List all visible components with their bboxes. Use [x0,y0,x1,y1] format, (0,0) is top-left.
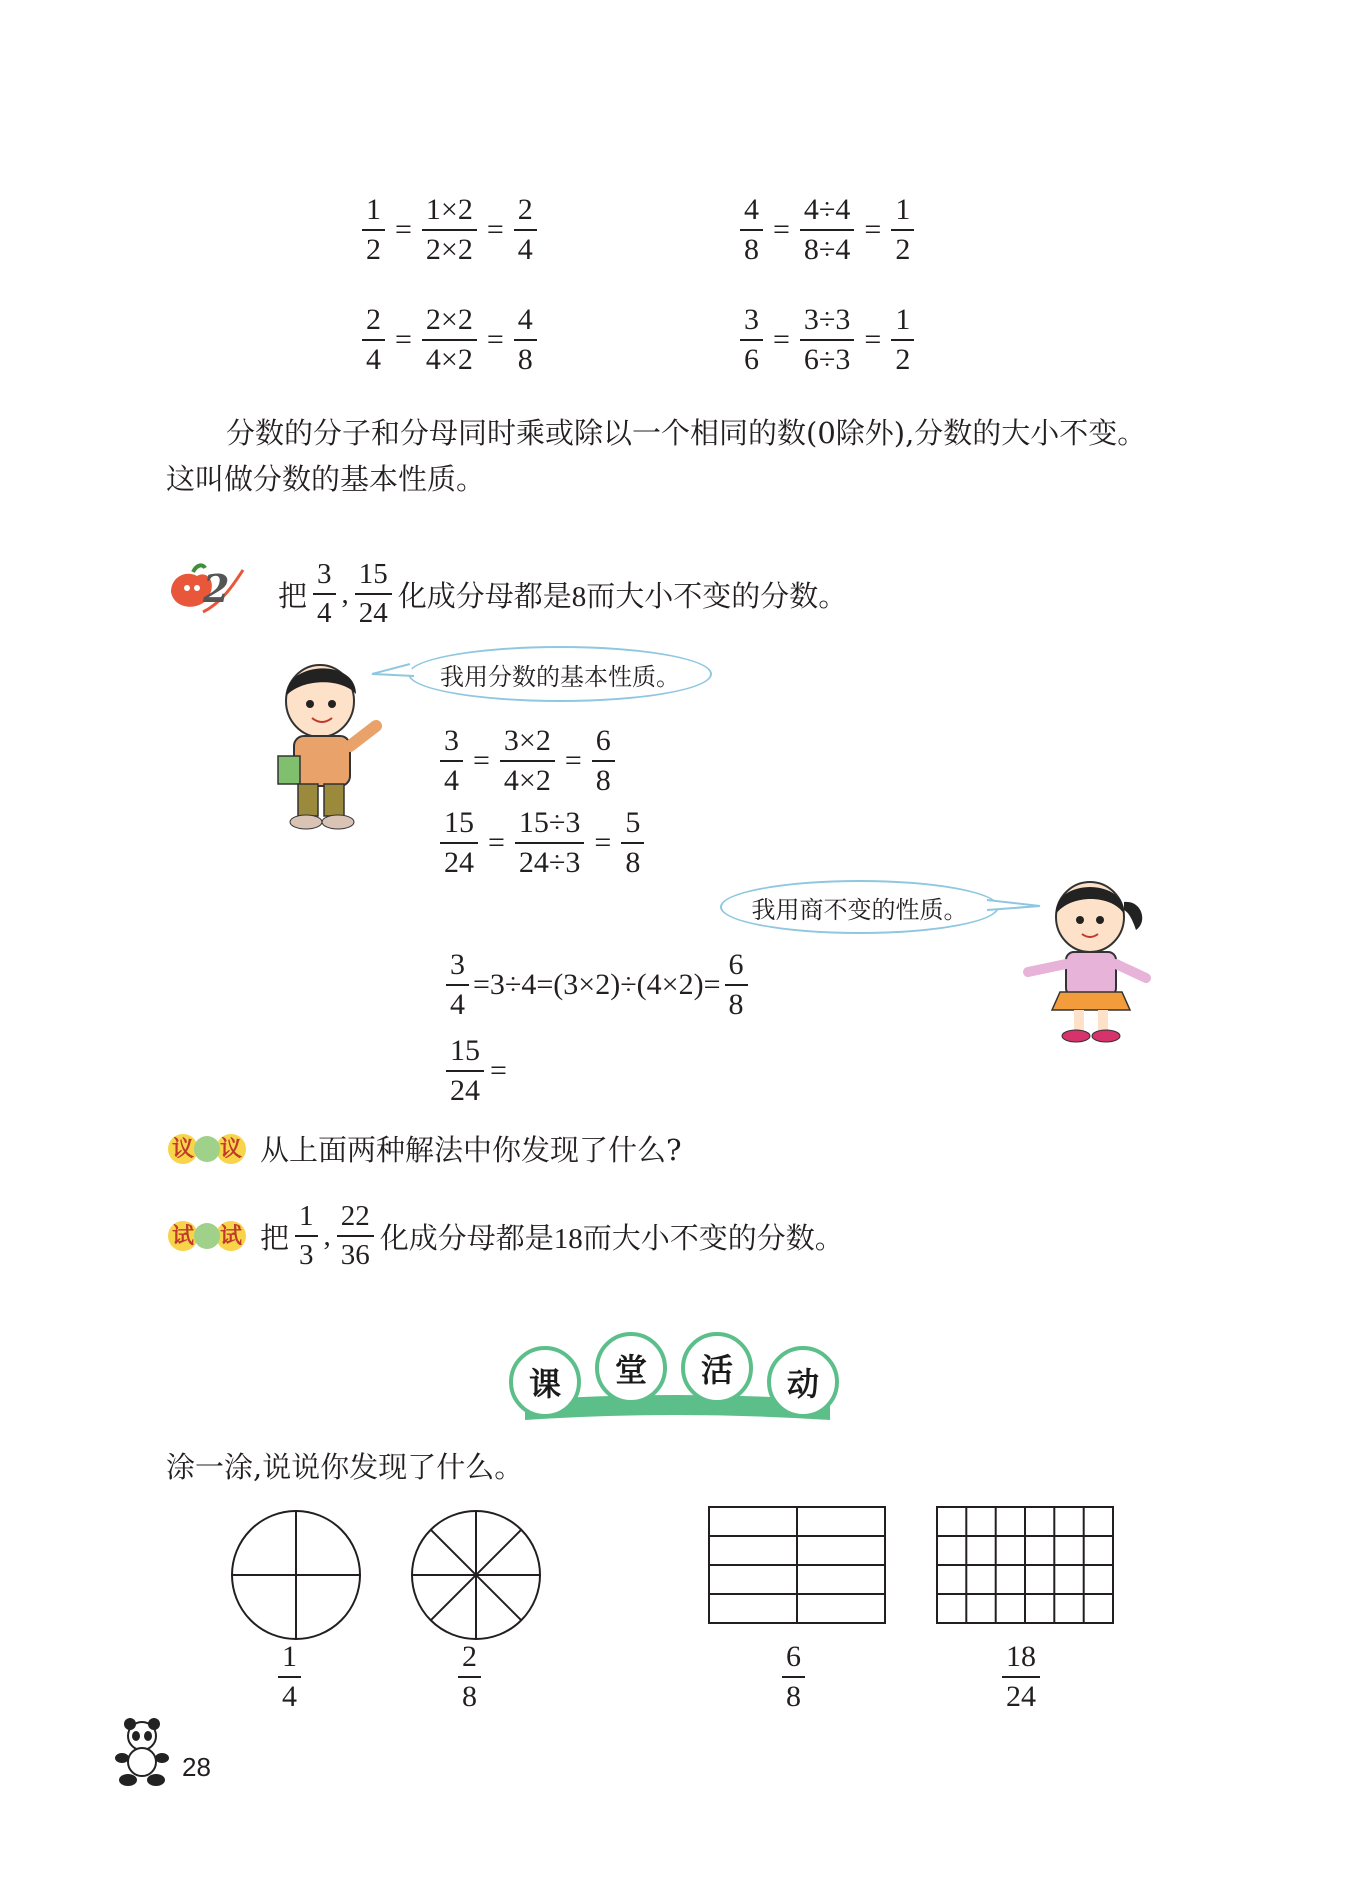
equation-4: $\frac{3}{6}$ = $\frac{3\div 3}{6\div 3}$ = $\frac{1}{2}$ [740,305,914,375]
boy-equation-2: $\frac{15}{24}$ = $\frac{15\div 3}{24\div 3}$ = $\frac{5}{8}$ [440,808,644,878]
try-tag: 试 试 [168,1221,246,1251]
figure-label-1: $\frac{1}{4}$ [278,1642,301,1712]
rect-twentyfourths [936,1506,1116,1626]
activity-char-1: 课 [509,1346,581,1418]
property-line-1: 分数的分子和分母同时乘或除以一个相同的数(0除外),分数的大小不变。 [226,416,1147,450]
discuss-text: 从上面两种解法中你发现了什么? [260,1133,682,1167]
discuss-tag: 议 议 [168,1134,246,1164]
boy-equation-1: $\frac{3}{4}$ = $\frac{3\times 2}{4\times 2}$ = $\frac{6}{8}$ [440,726,615,796]
rect-eighths [708,1506,888,1626]
boy-speech-text: 我用分数的基本性质。 [440,662,680,691]
page-number: 28 [182,1752,211,1782]
circle-quarters [229,1508,363,1642]
equation-2: $\frac{4}{8}$ = $\frac{4\div 4}{8\div 4}$ = $\frac{1}{2}$ [740,195,914,265]
activity-char-3: 活 [681,1332,753,1404]
activity-header [505,1320,850,1430]
example-number-icon [163,562,248,617]
equation-1: $\frac{1}{2}$ = $\frac{1\times 2}{2\times 2}$ = $\frac{2}{4}$ [362,195,537,265]
circle-eighths [409,1508,543,1642]
discuss-row [168,1128,682,1169]
boy-illustration [272,656,382,831]
girl-speech-bubble [720,880,999,934]
equation-3: $\frac{2}{4}$ = $\frac{2\times 2}{4\times 2}$ = $\frac{4}{8}$ [362,305,537,375]
property-line-2: 这叫做分数的基本性质。 [166,462,486,496]
example-number: 2 [203,566,230,611]
panda-icon [112,1718,172,1788]
try-row: 试 试 把 $\frac{1}{3}$ , $\frac{22}{36}$ 化成分母都是18而大小不变的分数。 [168,1202,844,1270]
boy-speech-bubble [408,646,712,702]
example-2-prompt: 把 $\frac{3}{4}$ , $\frac{15}{24}$ 化成分母都是8而大小不变的分数。 [278,558,848,629]
girl-speech-text: 我用商不变的性质。 [751,895,968,924]
leaf-icon [194,1136,220,1162]
girl-equation-2: $\frac{15}{24}$ = [446,1036,507,1106]
activity-task: 涂一涂,说说你发现了什么。 [166,1450,524,1484]
figure-label-2: $\frac{2}{8}$ [458,1642,481,1712]
girl-illustration [1020,872,1155,1047]
boy-bubble-tail [370,660,420,680]
activity-char-4: 动 [767,1346,839,1418]
girl-equation-1: $\frac{3}{4}$ =3÷4=(3×2)÷(4×2)= $\frac{6}{8}$ [446,950,748,1020]
activity-char-2: 堂 [595,1332,667,1404]
figure-label-3: $\frac{6}{8}$ [782,1642,805,1712]
figure-label-4: $\frac{18}{24}$ [1002,1642,1040,1712]
leaf-icon [194,1223,220,1249]
